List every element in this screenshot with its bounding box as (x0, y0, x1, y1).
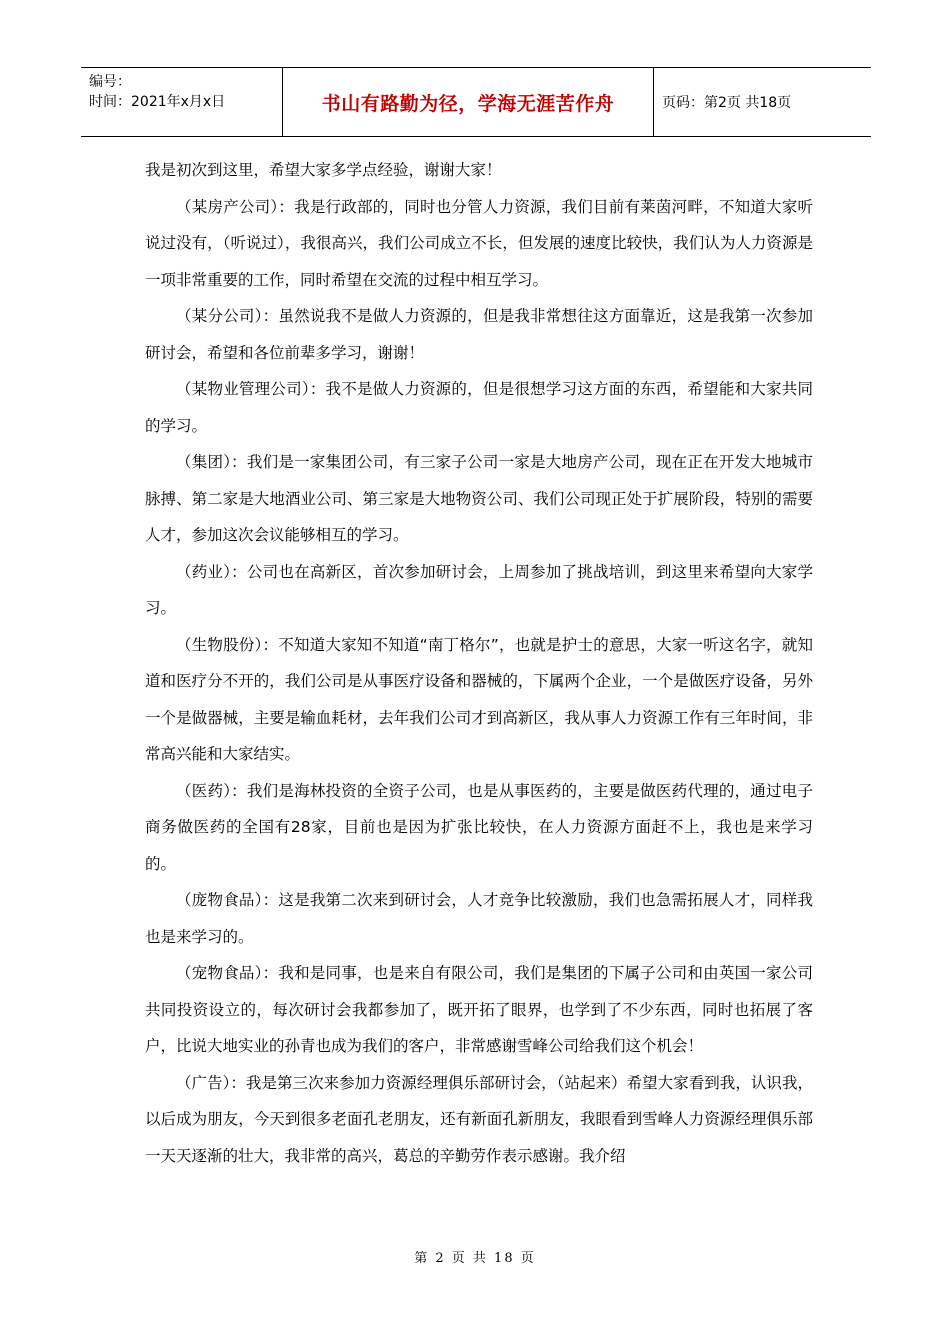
paragraph: （庞物食品）：这是我第二次来到研讨会，人才竞争比较激励，我们也急需拓展人才，同样我也是来学习的。 (145, 891, 813, 946)
paragraph: （药业）：公司也在高新区，首次参加研讨会，上周参加了挑战培训，到这里来希望向大家学习。 (145, 562, 813, 617)
paragraph: （广告）：我是第三次来参加力资源经理俱乐部研讨会，（站起来）希望大家看到我，认识我，以后成为朋友，今天到很多老面孔老朋友，还有新面孔新朋友，我眼看到雪峰人力资源经理俱乐部一天天逐渐的壮大，我非常的高兴，葛总的辛勤劳作表示感谢。我介绍 (145, 1073, 813, 1165)
header-page-label: 页码：第2页 共18页 (662, 95, 792, 111)
paragraph: （生物股份）：不知道大家知不知道“南丁格尔”，也就是护士的意思，大家一听这名字，就知道和医疗分不开的，我们公司是从事医疗设备和器械的，下属两个企业，一个是做医疗设备，另外一个是做器械，主要是输血耗材，去年我们公司才到高新区，我从事人力资源工作有三年时间，非常高兴能和大家结实。 (145, 635, 813, 763)
document-date-label: 时间：2021年x月x日 (89, 94, 226, 110)
page-footer: 第 2 页 共 18 页 (414, 1251, 536, 1266)
page-header (81, 67, 871, 137)
paragraph: （医药）：我们是海林投资的全资子公司，也是从事医药的，主要是做医药代理的，通过电子商务做医药的全国有28家，目前也是因为扩张比较快，在人力资源方面赶不上，我也是来学习的。 (145, 781, 813, 873)
paragraph: （某分公司）：虽然说我不是做人力资源的，但是我非常想往这方面靠近，这是我第一次参加研讨会，希望和各位前辈多学习，谢谢！ (145, 307, 813, 362)
paragraph: （某房产公司）：我是行政部的，同时也分管人力资源，我们目前有莱茵河畔，不知道大家听说过没有，（听说过），我很高兴，我们公司成立不长，但发展的速度比较快，我们认为人力资源是一项非常重要的工作，同时希望在交流的过程中相互学习。 (145, 197, 813, 289)
paragraph: （集团）：我们是一家集团公司，有三家子公司一家是大地房产公司，现在正在开发大地城市脉搏、第二家是大地酒业公司、第三家是大地物资公司、我们公司现正处于扩展阶段，特别的需要人才，参加这次会议能够相互的学习。 (145, 453, 813, 544)
paragraph: （宠物食品）：我和是同事，也是来自有限公司，我们是集团的下属子公司和由英国一家公司共同投资设立的，每次研讨会我都参加了，既开拓了眼界，也学到了不少东西，同时也拓展了客户，比说大地实业的孙青也成为我们的客户，非常感谢雪峰公司给我们这个机会！ (145, 964, 813, 1055)
document-body (145, 152, 813, 1174)
paragraph: （某物业管理公司）：我不是做人力资源的，但是很想学习这方面的东西，希望能和大家共同的学习。 (145, 380, 813, 435)
paragraph: 我是初次到这里，希望大家多学点经验，谢谢大家！ (145, 161, 502, 179)
header-meta (81, 68, 283, 136)
document-number-label: 编号： (89, 74, 131, 90)
header-motto: 书山有路勤为径，学海无涯苦作舟 (283, 68, 654, 136)
